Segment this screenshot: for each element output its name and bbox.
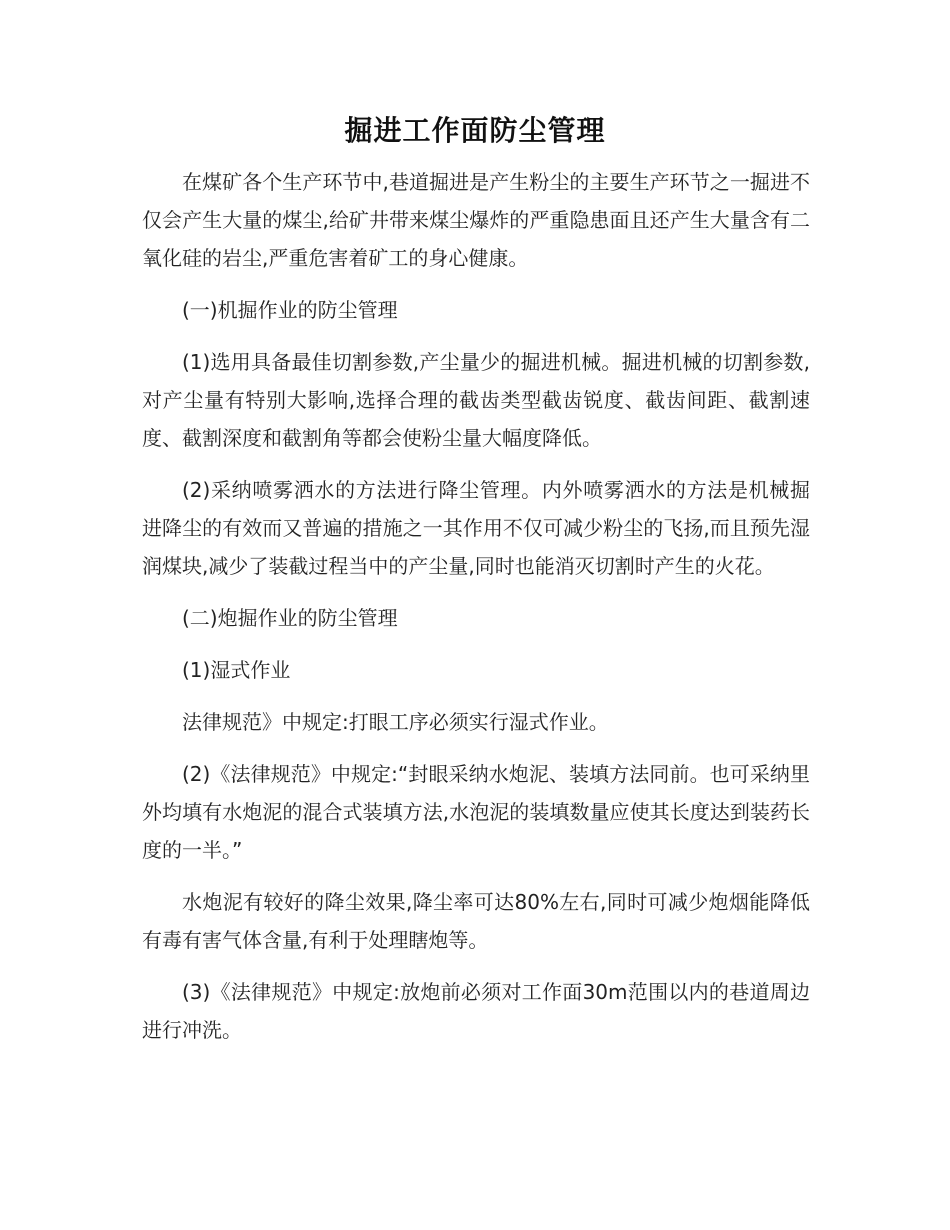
page-title: 掘进工作面防尘管理 bbox=[344, 114, 606, 147]
paragraph-water-stemming: 水炮泥有较好的降尘效果,降尘率可达80%左右,同时可减少炮烟能降低有毒有害气体含量,有利于处理瞎炮等。 bbox=[142, 890, 810, 952]
document-body bbox=[142, 163, 810, 1063]
paragraph-machine-2: (2)采纳喷雾洒水的方法进行降尘管理。内外喷雾洒水的方法是机械掘进降尘的有效而又普遍的措施之一其作用不仅可减少粉尘的飞扬,而且预先湿润煤块,减少了装截过程当中的产尘量,同时也能消灭切割时产生的火花。 bbox=[142, 478, 810, 578]
paragraph-intro: 在煤矿各个生产环节中,巷道掘进是产生粉尘的主要生产环节之一掘进不仅会产生大量的煤尘,给矿井带来煤尘爆炸的严重隐患面且还产生大量含有二氧化硅的岩尘,严重危害着矿工的身心健康。 bbox=[142, 170, 810, 270]
paragraph-machine-1: (1)选用具备最佳切割参数,产尘量少的掘进机械。掘进机械的切割参数,对产尘量有特别大影响,选择合理的截齿类型截齿锐度、截齿间距、截割速度、截割深度和截割角等都会使粉尘量大幅度降低。 bbox=[142, 350, 810, 450]
paragraph-blasting-rule: 法律规范》中规定:打眼工序必须实行湿式作业。 bbox=[182, 710, 609, 734]
section-heading-machine: (一)机掘作业的防尘管理 bbox=[182, 298, 398, 322]
paragraph-blasting-1: (1)湿式作业 bbox=[182, 658, 291, 682]
paragraph-blasting-3: (3)《法律规范》中规定:放炮前必须对工作面30m范围以内的巷道周边进行冲洗。 bbox=[142, 980, 810, 1042]
section-heading-blasting: (二)炮掘作业的防尘管理 bbox=[182, 606, 398, 630]
paragraph-blasting-2: (2)《法律规范》中规定:“封眼采纳水炮泥、装填方法同前。也可采纳里外均填有水炮泥的混合式装填方法,水泡泥的装填数量应使其长度达到装药长度的一半。” bbox=[142, 762, 810, 862]
